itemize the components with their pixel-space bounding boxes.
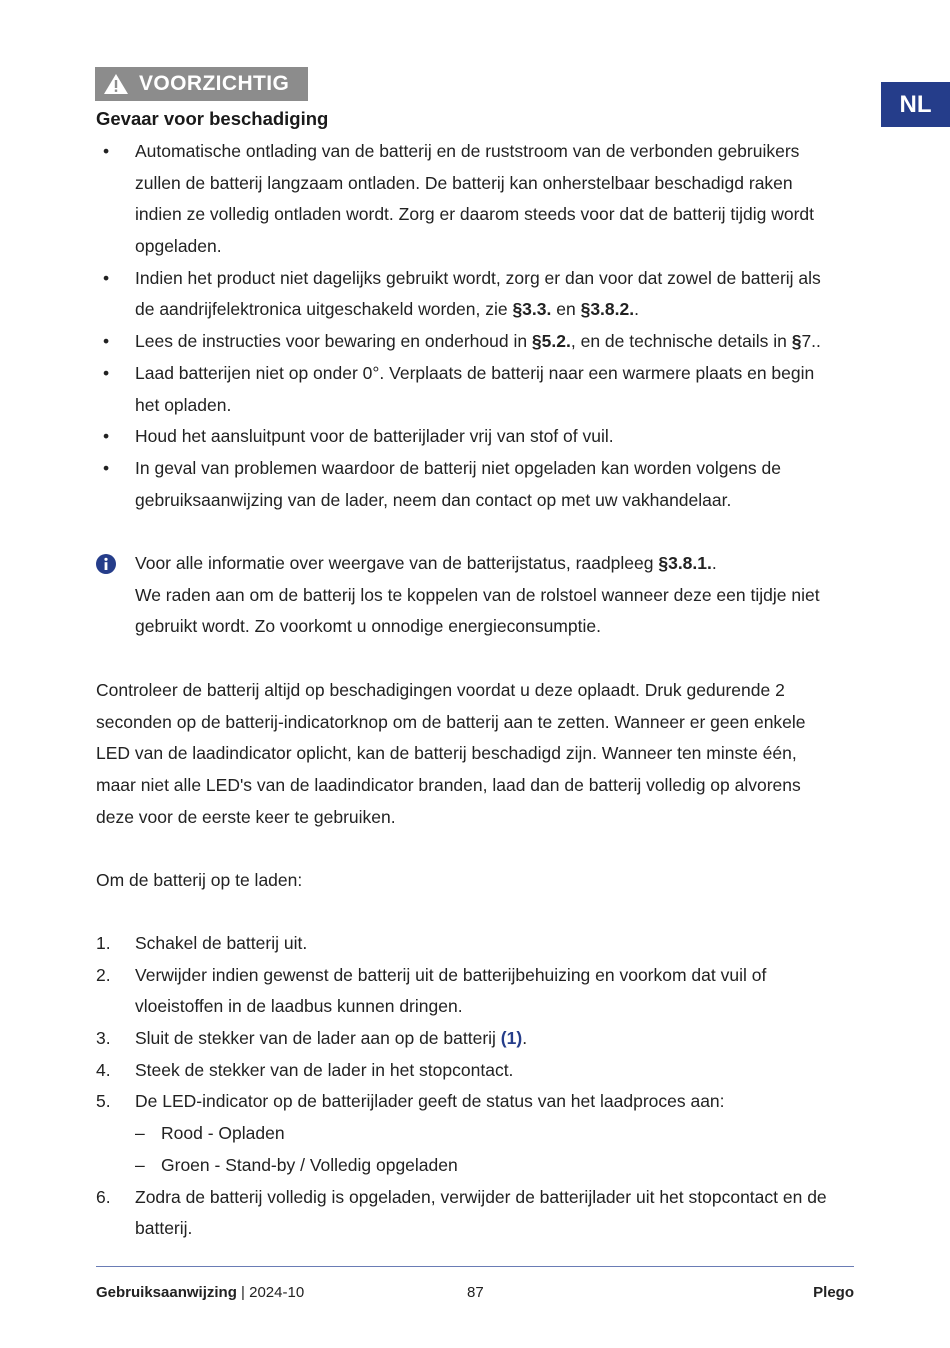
bullet-item [96, 358, 856, 421]
step-number: 5. [96, 1091, 111, 1112]
step-subitem [96, 1118, 856, 1150]
language-tab: NL [881, 82, 950, 127]
paragraph-line: LED van de laadindicator oplicht, kan de batterij beschadigd zijn. Wanneer ten minste één, [96, 743, 797, 764]
text-run: zullen de batterij langzaam ontladen. De batterij kan onherstelbaar beschadigd raken [135, 172, 793, 193]
bullet-marker: • [103, 267, 110, 288]
section-reference: §3.8.2. [580, 299, 635, 320]
footer-doc-title: Gebruiksaanwijzing [96, 1284, 237, 1301]
text-run: Houd het aansluitpunt voor de batterijlader vrij van stof of vuil. [135, 426, 614, 447]
subitem-text: Rood - Opladen [161, 1123, 285, 1144]
section-reference: §3.3. [512, 299, 552, 320]
bullet-line [96, 421, 856, 453]
footer-left [96, 1284, 304, 1301]
footer-product: Plego [813, 1284, 854, 1301]
subitem-text: Groen - Stand-by / Volledig opgeladen [161, 1154, 458, 1175]
text-run: Automatische ontlading van de batterij en de ruststroom van de verbonden gebruikers [135, 141, 800, 161]
text-run: de aandrijfelektronica uitgeschakeld worden, zie [135, 299, 513, 320]
text-run: . [711, 553, 717, 573]
bullet-line [96, 390, 856, 422]
info-line [96, 611, 856, 643]
step-number: 4. [96, 1059, 111, 1080]
section-reference: § [791, 331, 802, 352]
bullet-line [96, 358, 856, 390]
bullet-marker: • [103, 362, 110, 383]
text-run: Sluit de stekker van de lader aan op de batterij [135, 1028, 501, 1049]
text-run: , en de technische details in [570, 331, 792, 352]
step-number: 2. [96, 964, 111, 985]
dash-marker: – [135, 1154, 145, 1175]
step-item [96, 928, 856, 960]
info-note [96, 548, 856, 643]
charging-steps-list [96, 928, 856, 1245]
bullet-item [96, 421, 856, 453]
text-run: . [522, 1028, 528, 1049]
figure-callout: (1) [500, 1028, 523, 1049]
step-number: 3. [96, 1028, 111, 1049]
step-line [96, 991, 856, 1023]
section-reference: §5.2. [531, 331, 571, 352]
bullet-line [96, 294, 856, 326]
bullet-line [96, 199, 856, 231]
text-run: 7.. [801, 331, 821, 352]
step-item [96, 960, 856, 1023]
bullet-line [96, 326, 856, 358]
step-line [96, 1182, 856, 1214]
bullet-item [96, 326, 856, 358]
warning-bullet-list [96, 136, 856, 516]
check-battery-paragraph [96, 675, 856, 833]
warning-triangle-icon [103, 73, 129, 95]
bullet-marker: • [103, 426, 110, 447]
step-item [96, 1086, 856, 1181]
paragraph-line: Controleer de batterij altijd op beschadigingen voordat u deze oplaadt. Druk gedurende 2 [96, 680, 785, 700]
bullet-line [96, 453, 856, 485]
text-run: . [634, 299, 639, 320]
text-run: Zodra de batterij volledig is opgeladen, verwijder de batterijlader uit het stopcontact en de [135, 1186, 827, 1207]
paragraph-line: deze voor de eerste keer te gebruiken. [96, 806, 396, 827]
bullet-line [96, 263, 856, 295]
caution-label: VOORZICHTIG [139, 72, 290, 95]
step-number: 6. [96, 1186, 111, 1207]
step-line [96, 1213, 856, 1245]
bullet-line [96, 485, 856, 517]
step-number: 1. [96, 933, 111, 953]
text-run: De LED-indicator op de batterijlader geeft de status van het laadproces aan: [135, 1091, 725, 1112]
text-run: We raden aan om de batterij los te koppelen van de rolstoel wanneer deze een tijdje niet [135, 584, 820, 605]
page-number: 87 [467, 1284, 484, 1301]
text-run: In geval van problemen waardoor de batterij niet opgeladen kan worden volgens de [135, 457, 781, 478]
section-heading: Gevaar voor beschadiging [96, 108, 329, 129]
bullet-item [96, 136, 856, 263]
info-line [96, 580, 856, 612]
paragraph-line: seconden op de batterij-indicatorknop om de batterij aan te zetten. Wanneer er geen enkele [96, 711, 806, 732]
text-run: Laad batterijen niet op onder 0°. Verplaats de batterij naar een warmere plaats en begin [135, 362, 815, 383]
text-run: en [551, 299, 581, 320]
bullet-item [96, 263, 856, 326]
text-run: Verwijder indien gewenst de batterij uit de batterijbehuizing en voorkom dat vuil of [135, 964, 767, 985]
step-line [96, 1086, 856, 1118]
step-line [96, 928, 856, 960]
step-item [96, 1055, 856, 1087]
bullet-line [96, 168, 856, 200]
info-line [96, 548, 856, 580]
bullet-line [96, 231, 856, 263]
step-line [96, 960, 856, 992]
text-run: Lees de instructies voor bewaring en onderhoud in [135, 331, 532, 352]
step-line [96, 1055, 856, 1087]
footer-rule [96, 1266, 854, 1267]
footer-separator: | [236, 1284, 250, 1301]
text-run: gebruikt wordt. Zo voorkomt u onnodige energieconsumptie. [135, 616, 601, 637]
text-run: Steek de stekker van de lader in het stopcontact. [135, 1059, 514, 1080]
text-run: gebruiksaanwijzing van de lader, neem dan contact op met uw vakhandelaar. [135, 489, 732, 510]
step-subitem [96, 1150, 856, 1182]
bullet-marker: • [103, 141, 110, 161]
step-item [96, 1182, 856, 1245]
bullet-item [96, 453, 856, 516]
paragraph-line: maar niet alle LED's van de laadindicator branden, laad dan de batterij volledig op alvorens [96, 775, 801, 796]
bullet-line [96, 136, 856, 168]
text-run: Schakel de batterij uit. [135, 933, 308, 953]
text-run: batterij. [135, 1218, 193, 1239]
section-reference: §3.8.1. [658, 553, 712, 573]
bullet-marker: • [103, 457, 110, 478]
step-item [96, 1023, 856, 1055]
step-line [96, 1023, 856, 1055]
charging-intro: Om de batterij op te laden: [96, 870, 303, 890]
text-run: het opladen. [135, 394, 232, 415]
text-run: Indien het product niet dagelijks gebruikt wordt, zorg er dan voor dat zowel de batterij als [135, 267, 821, 288]
caution-banner [95, 67, 308, 101]
text-run: Voor alle informatie over weergave van de batterijstatus, raadpleeg [135, 553, 659, 573]
text-run: indien ze volledig ontladen wordt. Zorg er daarom steeds voor dat de batterij tijdig wordt [135, 204, 814, 225]
dash-marker: – [135, 1123, 145, 1144]
bullet-marker: • [103, 331, 110, 352]
text-run: vloeistoffen in de laadbus kunnen dringen. [135, 996, 463, 1017]
footer-date: 2024-10 [249, 1284, 305, 1301]
text-run: opgeladen. [135, 236, 222, 257]
